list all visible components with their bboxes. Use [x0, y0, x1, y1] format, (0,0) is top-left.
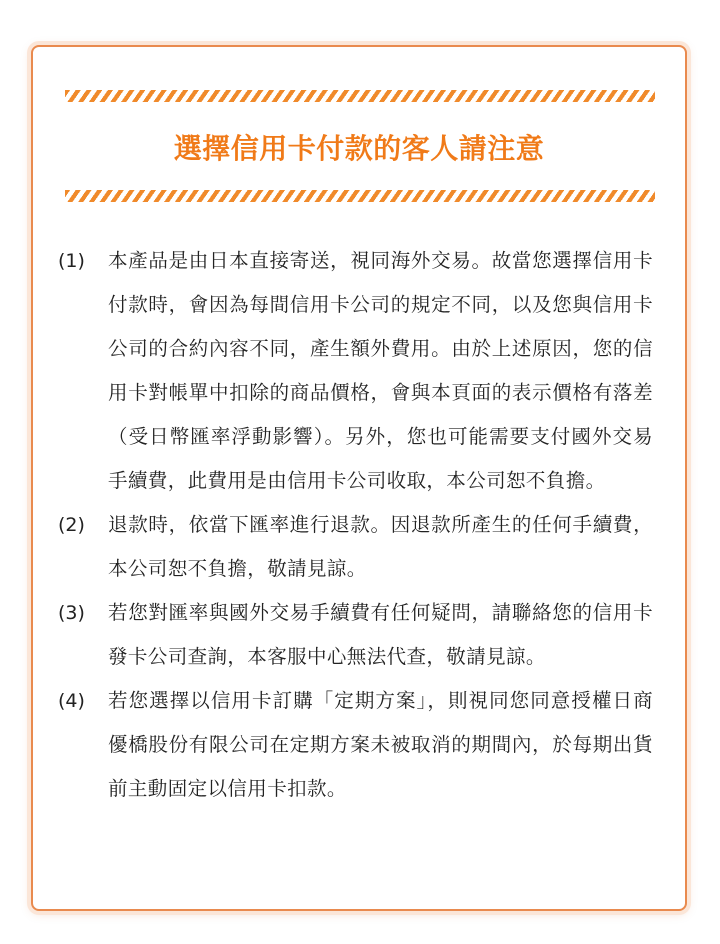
item-text: 本產品是由日本直接寄送，視同海外交易。故當您選擇信用卡付款時，會因為每間信用卡公司的規定不同，以及您與信用卡公司的合約內容不同，產生額外費用。由於上述原因，您的信用卡對帳單中扣除的商品價格，會與本頁面的表示價格有落差（受日幣匯率浮動影響）。另外，您也可能需要支付國外交易手續費，此費用是由信用卡公司收取，本公司恕不負擔。 [108, 249, 653, 492]
item-text: 若您對匯率與國外交易手續費有任何疑問，請聯絡您的信用卡發卡公司查詢，本客服中心無法代查，敬請見諒。 [108, 601, 653, 668]
notice-card [31, 45, 687, 911]
top-stripe-divider [65, 90, 655, 102]
item-number: (2) [58, 514, 85, 536]
item-text: 退款時，依當下匯率進行退款。因退款所產生的任何手續費，本公司恕不負擔，敬請見諒。 [108, 513, 653, 580]
bottom-stripe-divider [65, 190, 655, 202]
item-number: (3) [58, 602, 85, 624]
notice-item-3 [33, 591, 685, 679]
notice-item-2 [33, 503, 685, 591]
item-number: (1) [58, 250, 85, 272]
notice-title: 選擇信用卡付款的客人請注意 [173, 132, 545, 165]
item-text: 若您選擇以信用卡訂購「定期方案」，則視同您同意授權日商優橋股份有限公司在定期方案未被取消的期間內，於每期出貨前主動固定以信用卡扣款。 [108, 689, 653, 800]
notice-item-4 [33, 679, 685, 811]
item-number: (4) [58, 690, 85, 712]
notice-list [33, 239, 685, 811]
notice-item-1 [33, 239, 685, 503]
